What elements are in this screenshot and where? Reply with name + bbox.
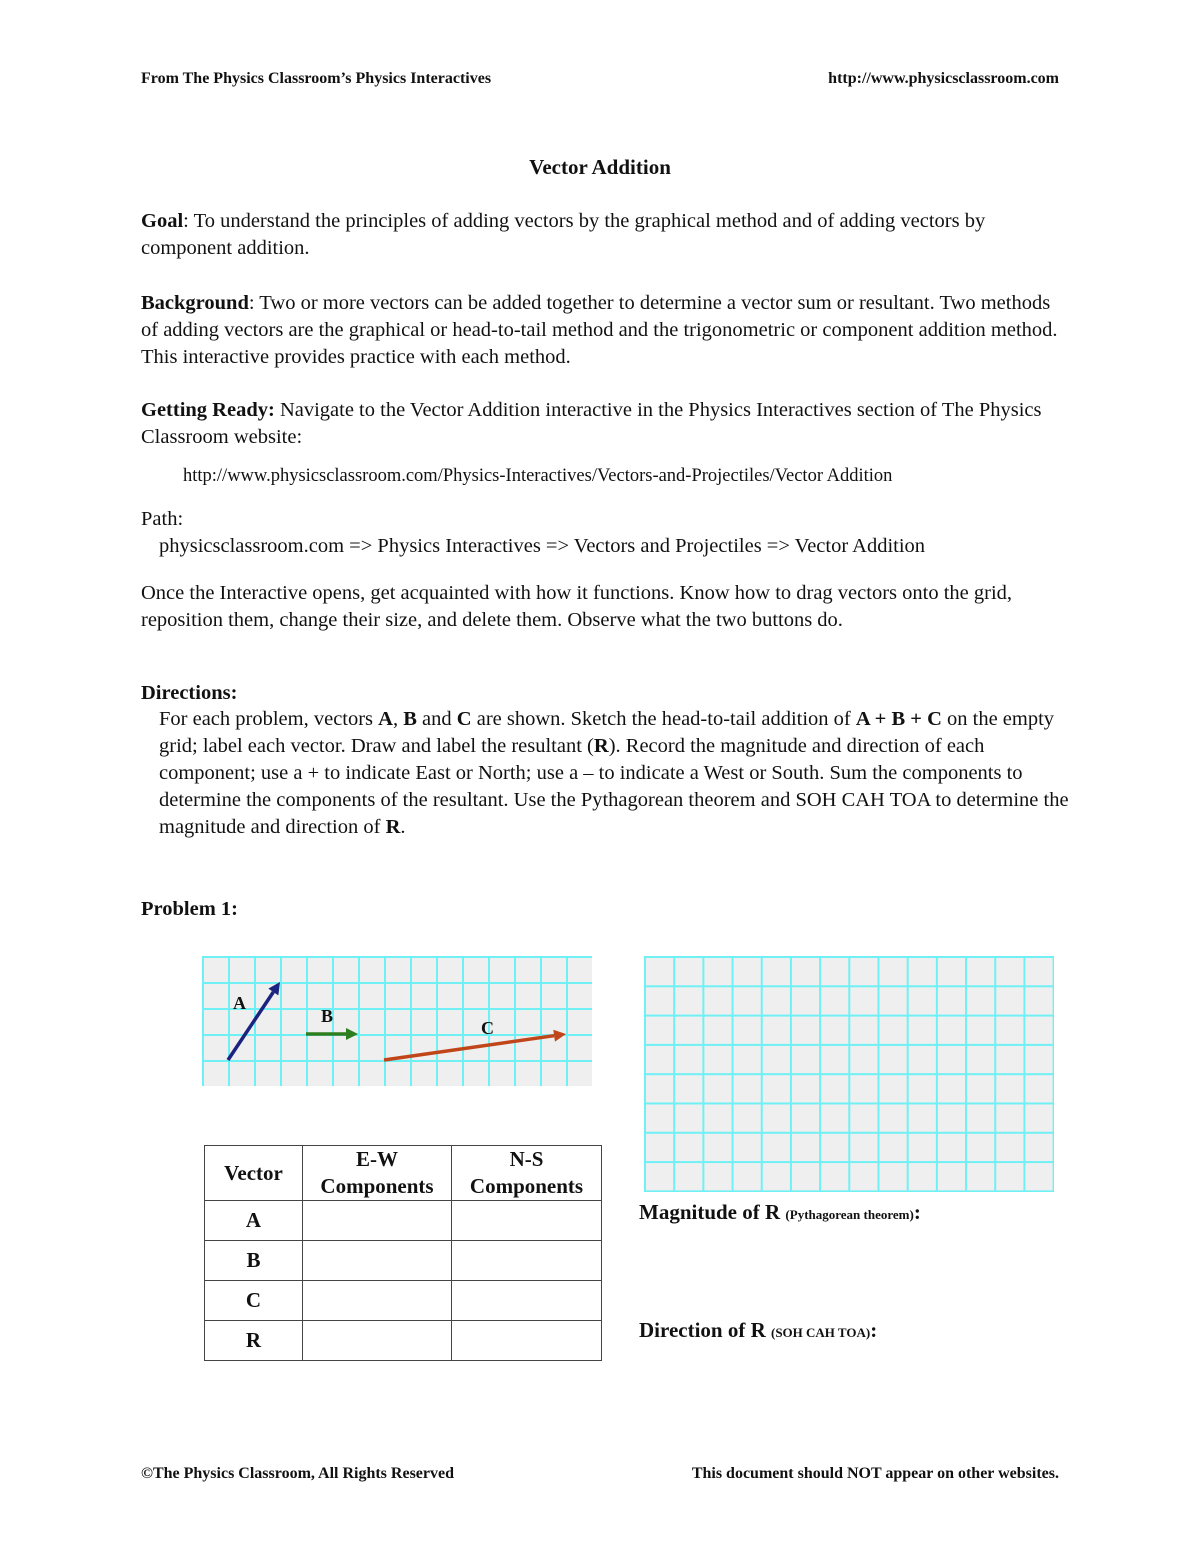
dir-comma: , [392, 708, 404, 730]
direction-note: (SOH CAH TOA) [771, 1325, 871, 1340]
header-left: From The Physics Classroom’s Physics Interactives [141, 70, 492, 87]
header-ew: E-W Components [303, 1146, 452, 1201]
dir-c: C [456, 708, 472, 730]
row-label: B [205, 1241, 303, 1281]
dir-text: ). Record the magnitude and direction of each component; use a + to indicate East or North; use a – to indicate a West or South. Sum the components to determine the components of the resultant. Use the Pythagorean theorem and SOH CAH TOA to determine the magnitude and direction of [159, 735, 1069, 838]
getting-ready-label: Getting Ready: [141, 399, 275, 421]
header-ns: N-S Components [452, 1146, 602, 1201]
row-label: A [205, 1201, 303, 1241]
direction-colon: : [870, 1318, 878, 1342]
dir-and: and [416, 708, 457, 730]
dir-r: R [593, 735, 609, 757]
ew-cell[interactable] [303, 1201, 452, 1241]
once-paragraph: Once the Interactive opens, get acquainted with how it functions. Know how to drag vectors onto the grid, reposition them, change their size, and delete them. Observe what the two buttons do. [141, 582, 1013, 631]
vector-b-arrowhead [346, 1028, 358, 1040]
footer-left: ©The Physics Classroom, All Rights Reserved [141, 1465, 454, 1482]
vector-c-label: C [481, 1018, 494, 1038]
empty-answer-grid[interactable] [644, 956, 1054, 1192]
vector-c-line [384, 1036, 554, 1060]
magnitude-label [639, 1200, 921, 1225]
header-right: http://www.physicsclassroom.com [828, 70, 1059, 87]
direction-label [639, 1318, 877, 1343]
getting-ready-paragraph [141, 397, 1071, 451]
path-label: Path: [141, 508, 184, 530]
dir-sum: A + B + C [855, 708, 942, 730]
ns-cell[interactable] [452, 1241, 602, 1281]
vector-a-label: A [233, 993, 246, 1013]
problem-label: Problem 1: [141, 898, 238, 920]
ns-cell[interactable] [452, 1321, 602, 1361]
goal-label: Goal [141, 210, 184, 232]
vectors-diagram [202, 956, 592, 1086]
header-vector: Vector [205, 1146, 303, 1201]
ew-cell[interactable] [303, 1321, 452, 1361]
footer-right: This document should NOT appear on other websites. [691, 1465, 1059, 1482]
directions-label: Directions: [141, 682, 238, 704]
interactive-url[interactable]: http://www.physicsclassroom.com/Physics-Interactives/Vectors-and-Projectiles/Vector Addition [183, 466, 893, 486]
magnitude-colon: : [913, 1200, 921, 1224]
getting-ready-text: Navigate to the Vector Addition interactive in the Physics Interactives section of The Physics Classroom website: [141, 399, 1042, 448]
row-label: R [205, 1321, 303, 1361]
ew-cell[interactable] [303, 1281, 452, 1321]
dir-text: on the empty grid; label each vector. Draw and label the resultant ( [159, 708, 1055, 757]
dir-a: A [378, 708, 393, 730]
directions-text [159, 706, 1069, 841]
goal-paragraph [141, 208, 1071, 262]
background-paragraph [141, 290, 1071, 371]
dir-end: . [400, 816, 406, 838]
goal-text: : To understand the principles of adding vectors by the graphical method and of adding vectors by component addition. [141, 210, 986, 259]
vector-c-arrowhead [553, 1030, 566, 1042]
dir-text: For each problem, vectors [159, 708, 379, 730]
vectors-grid [202, 956, 592, 1086]
dir-text: are shown. Sketch the head-to-tail addition of [471, 708, 856, 730]
background-text: : Two or more vectors can be added together to determine a vector sum or resultant. Two methods of adding vectors are the graphical or head-to-tail method and the trigonometric or component addition method. This interactive provides practice with each method. [141, 292, 1058, 368]
path-text: physicsclassroom.com => Physics Interactives => Vectors and Projectiles => Vector Addition [159, 535, 926, 557]
background-label: Background [141, 292, 249, 314]
dir-b: B [403, 708, 417, 730]
ns-cell[interactable] [452, 1201, 602, 1241]
components-table [204, 1145, 602, 1361]
magnitude-text: Magnitude of R [639, 1200, 786, 1224]
vector-b-label: B [321, 1006, 334, 1026]
row-label: C [205, 1281, 303, 1321]
ew-cell[interactable] [303, 1241, 452, 1281]
direction-text: Direction of R [639, 1318, 771, 1342]
page-title: Vector Addition [529, 155, 671, 179]
ns-cell[interactable] [452, 1281, 602, 1321]
dir-r: R [385, 816, 401, 838]
magnitude-note: (Pythagorean theorem) [785, 1207, 914, 1222]
